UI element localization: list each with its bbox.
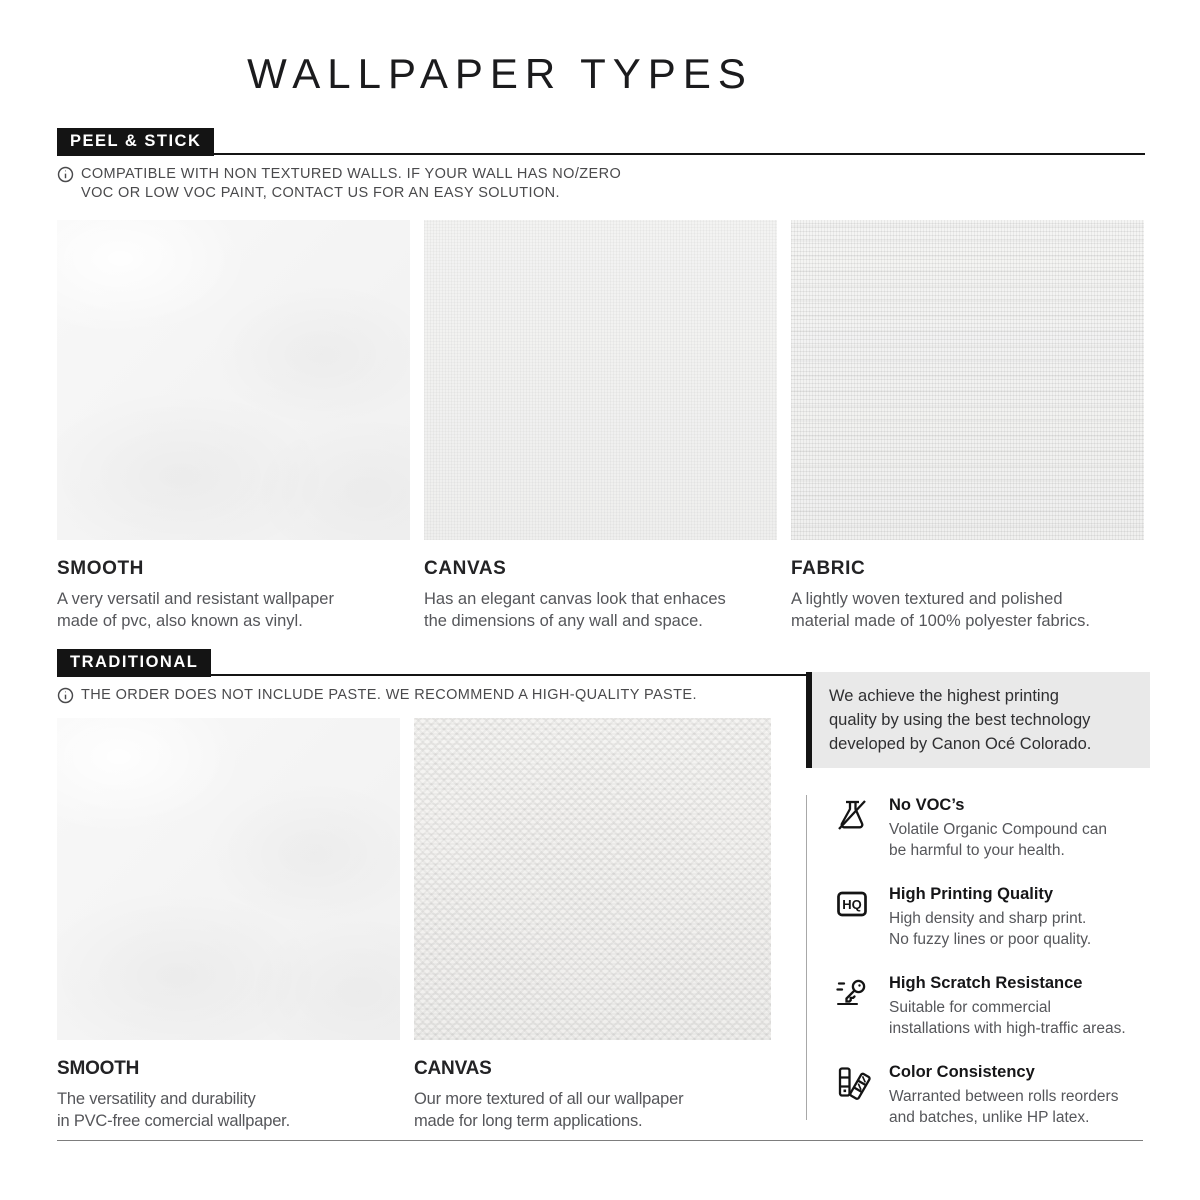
key-scratch-icon (832, 973, 872, 1013)
traditional-note-text: THE ORDER DOES NOT INCLUDE PASTE. WE RECOMMEND A HIGH-QUALITY PASTE. (81, 687, 697, 703)
feature-text (889, 884, 1091, 950)
swatch-card-canvas (424, 220, 777, 632)
swatch-description: A lightly woven textured and polished material made of 100% polyester fabrics. (791, 590, 1090, 630)
feature-text (889, 973, 1126, 1039)
feature-title: No VOC’s (889, 796, 965, 814)
swatch-description: The versatility and durability in PVC-free comercial wallpaper. (57, 1090, 290, 1130)
feature-text (889, 795, 1107, 861)
feature-description: Warranted between rolls reorders and batches, unlike HP latex. (889, 1088, 1119, 1126)
peel-stick-swatch-grid (57, 220, 1144, 632)
swatch-card-canvas (414, 718, 771, 1132)
fabric-texture-image (791, 220, 1144, 540)
no-voc-icon (832, 795, 872, 835)
smooth-texture-image (57, 220, 410, 540)
feature-description: High density and sharp print. No fuzzy lines or poor quality. (889, 910, 1092, 948)
swatch-description: Our more textured of all our wallpaper made for long term applications. (414, 1090, 684, 1130)
svg-text:HQ: HQ (842, 897, 862, 912)
hq-icon (832, 884, 872, 924)
swatch-card-smooth (57, 220, 410, 632)
smooth-texture-image (57, 718, 400, 1040)
traditional-label: TRADITIONAL (57, 649, 211, 677)
swatch-name: FABRIC (791, 558, 866, 579)
feature-color-consistency (832, 1062, 1150, 1128)
swatch-name: SMOOTH (57, 1058, 140, 1079)
info-icon (57, 166, 74, 183)
swatch-name: CANVAS (424, 558, 507, 579)
canvas-texture-image (424, 220, 777, 540)
feature-high-printing-quality (832, 884, 1150, 950)
color-swatches-icon (832, 1062, 872, 1102)
feature-title: High Scratch Resistance (889, 974, 1083, 992)
canvas-texture-image (414, 718, 771, 1040)
feature-scratch-resistance (832, 973, 1150, 1039)
traditional-swatch-grid (57, 718, 771, 1132)
bottom-divider (57, 1140, 1143, 1141)
peel-stick-note (57, 165, 621, 202)
peel-stick-section-header (57, 127, 1145, 155)
swatch-description: A very versatil and resistant wallpaper made of pvc, also known as vinyl. (57, 590, 334, 630)
feature-no-voc (832, 795, 1150, 861)
feature-description: Volatile Organic Compound can be harmful to your health. (889, 821, 1107, 859)
feature-list (806, 795, 1150, 1126)
feature-text (889, 1062, 1118, 1128)
swatch-card-smooth (57, 718, 400, 1132)
peel-stick-label: PEEL & STICK (57, 128, 214, 156)
feature-title: Color Consistency (889, 1063, 1035, 1081)
swatch-card-fabric (791, 220, 1144, 632)
printing-quality-quote: We achieve the highest printing quality by using the best technology developed by Canon Océ Colorado. (806, 672, 1150, 768)
feature-description: Suitable for commercial installations with high-traffic areas. (889, 999, 1126, 1037)
page-title: WALLPAPER TYPES (247, 50, 753, 97)
feature-title: High Printing Quality (889, 885, 1054, 903)
peel-stick-note-text: COMPATIBLE WITH NON TEXTURED WALLS. IF YOUR WALL HAS NO/ZERO VOC OR LOW VOC PAINT, CONTACT US FOR AN EASY SOLUTION. (81, 166, 622, 201)
swatch-name: SMOOTH (57, 558, 144, 579)
info-icon (57, 687, 74, 704)
traditional-note (57, 686, 697, 705)
swatch-name: CANVAS (414, 1058, 492, 1079)
swatch-description: Has an elegant canvas look that enhaces the dimensions of any wall and space. (424, 590, 726, 630)
